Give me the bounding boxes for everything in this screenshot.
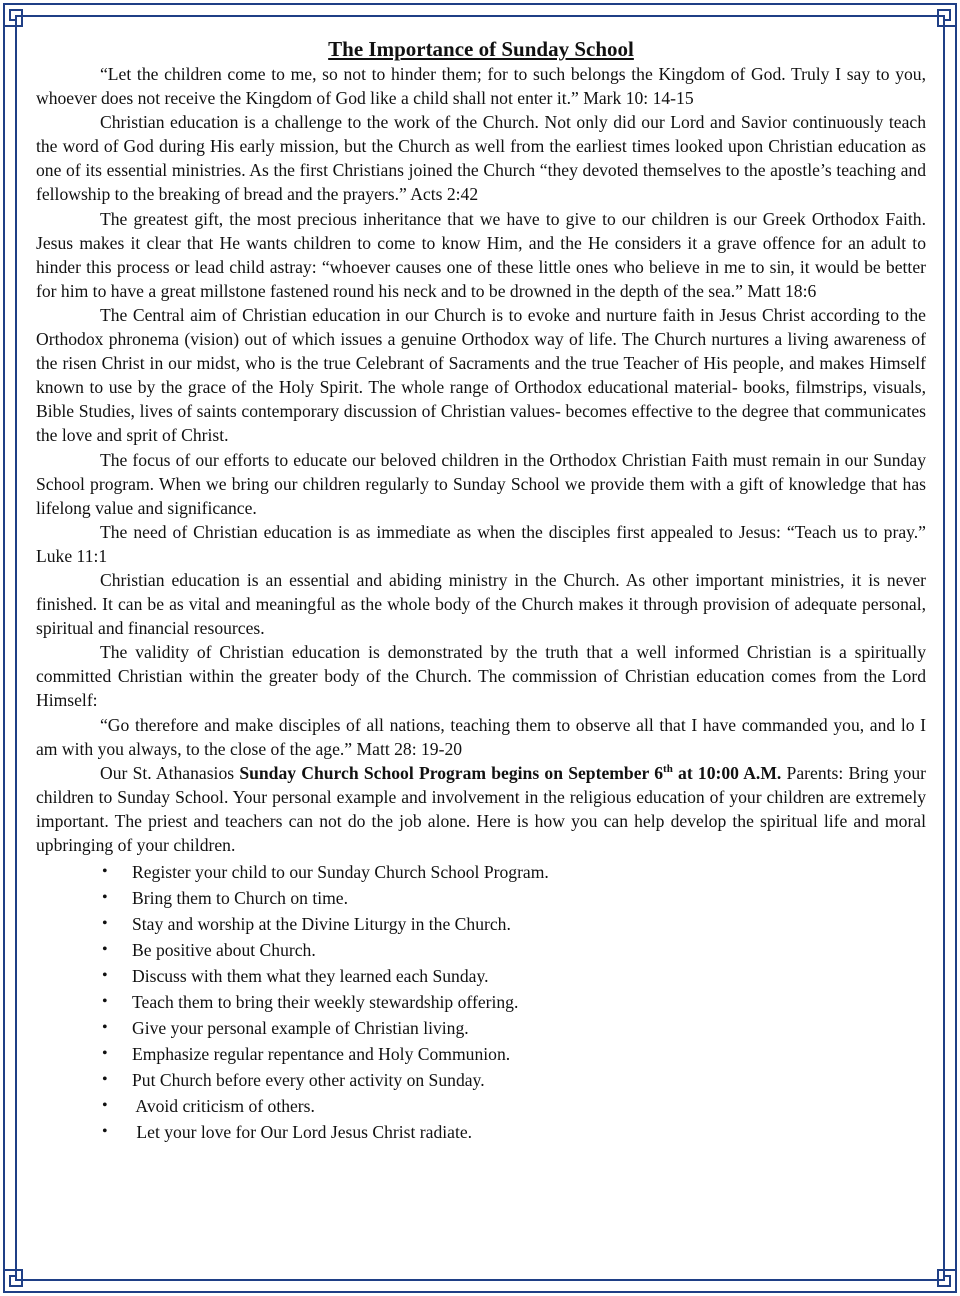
list-item [36,1093,926,1119]
list-item-text: Discuss with them what they learned each Sunday. [132,966,489,987]
bullet-icon: • [102,993,108,1011]
bullet-icon: • [102,941,108,959]
corner-ornament-bottom-left [4,1270,22,1286]
list-item [36,1015,926,1041]
program-bold-end: at 10:00 A.M. [672,762,782,783]
program-date-suffix: th [663,762,673,775]
program-rest: Parents: Bring your children to Sunday School. Your personal example and involvement in the religious education of your children are extremely important. The priest and teachers can not do the job alone. Here is how you can help develop the spiritual life and moral upbringing of your children. [36,762,927,855]
tips-list [36,859,926,1145]
bullet-icon: • [102,915,108,933]
list-item [36,1067,926,1093]
document-body [36,36,926,1145]
list-item-text: Emphasize regular repentance and Holy Communion. [132,1044,511,1065]
list-item-text: Put Church before every other activity on Sunday. [132,1070,485,1091]
bullet-icon: • [102,967,108,985]
paragraph-validity: The validity of Christian education is demonstrated by the truth that a well informed Christian is a spiritually committed Christian within the greater body of the Church. The commission of Christian education comes from the Lord Himself: [36,642,926,711]
list-item [36,989,926,1015]
list-item-text: Let your love for Our Lord Jesus Christ radiate. [132,1122,473,1143]
corner-ornament-top-left [4,10,22,26]
list-item-text: Register your child to our Sunday Church School Program. [132,862,549,883]
paragraph-central-aim: The Central aim of Christian education in our Church is to evoke and nurture faith in Jesus Christ according to the Orthodox phronema (vision) out of which issues a genuine Orthodox way of life. The Church nurtures a living awareness of the risen Christ in our midst, who is the true Celebrant of Sacraments and the true Teacher of His people, and makes Himself known to use by the grace of the Holy Spirit. The whole range of Orthodox educational material- books, filmstrips, visuals, Bible Studies, lives of saints contemporary discussion of Christian values- becomes effective to the degree that communicates the love and sprit of Christ. [36,304,926,446]
list-item [36,911,926,937]
document-title: The Importance of Sunday School [328,37,634,61]
bullet-icon: • [102,1097,108,1115]
scripture-quote-paragraph: “Let the children come to me, so not to hinder them; for to such belongs the Kingdom of God. Truly I say to you, whoever does not receive the Kingdom of God like a child shall not enter it.” Mark 10: 14-15 [36,64,926,109]
list-item [36,1119,926,1145]
corner-ornament-bottom-right [938,1270,956,1286]
paragraph-greatest-gift: The greatest gift, the most precious inheritance that we have to give to our children is our Greek Orthodox Faith. Jesus makes it clear that He wants children to come to know Him, and the He considers it a grave offence for an adult to hinder this process or lead child astray: “whoever causes one of these little ones who believe in me to sin, it would be better for him to have a great millstone fastened round his neck and to be drowned in the depth of the sea.” Matt 18:6 [36,208,926,301]
list-item [36,885,926,911]
paragraph-ministry: Christian education is an essential and abiding ministry in the Church. As other important ministries, it is never finished. It can be as vital and meaningful as the whole body of the Church makes it through provision of adequate personal, spiritual and financial resources. [36,569,926,639]
bullet-icon: • [102,1045,108,1063]
great-commission-quote: “Go therefore and make disciples of all nations, teaching them to observe all that I have commanded you, and lo I am with you always, to the close of the age.” Matt 28: 19-20 [36,714,926,759]
program-intro: Our St. Athanasios [100,762,240,783]
list-item [36,859,926,885]
bullet-icon: • [102,1019,108,1037]
program-bold-start: Sunday Church School Program begins on September 6 [239,762,664,783]
program-date-bold [239,763,781,783]
list-item [36,1041,926,1067]
bullet-icon: • [102,1071,108,1089]
paragraph-focus: The focus of our efforts to educate our beloved children in the Orthodox Christian Faith must remain in our Sunday School program. When we bring our children regularly to Sunday School we provide them with a gift of knowledge that has lifelong value and significance. [36,449,926,518]
bullet-icon: • [102,889,108,907]
paragraph-need: The need of Christian education is as immediate as when the disciples first appealed to Jesus: “Teach us to pray.” Luke 11:1 [36,521,926,566]
corner-ornament-top-right [938,10,956,26]
list-item-text: Give your personal example of Christian living. [132,1018,469,1039]
list-item-text: Be positive about Church. [132,940,316,961]
list-item-text: Stay and worship at the Divine Liturgy in the Church. [132,914,511,935]
list-item [36,963,926,989]
list-item [36,937,926,963]
bullet-icon: • [102,863,108,881]
list-item-text: Teach them to bring their weekly stewardship offering. [132,992,519,1013]
list-item-text: Avoid criticism of others. [132,1096,315,1117]
bullet-icon: • [102,1123,108,1141]
paragraph-challenge: Christian education is a challenge to the work of the Church. Not only did our Lord and Savior continuously teach the word of God during His early mission, but the Church as well from the earliest times looked upon Christian education as one of its essential ministries. As the first Christians joined the Church “they devoted themselves to the apostle’s teaching and fellowship to the breaking of bread and the prayers.” Acts 2:42 [36,112,926,205]
program-announcement [36,761,926,857]
list-item-text: Bring them to Church on time. [132,888,348,909]
